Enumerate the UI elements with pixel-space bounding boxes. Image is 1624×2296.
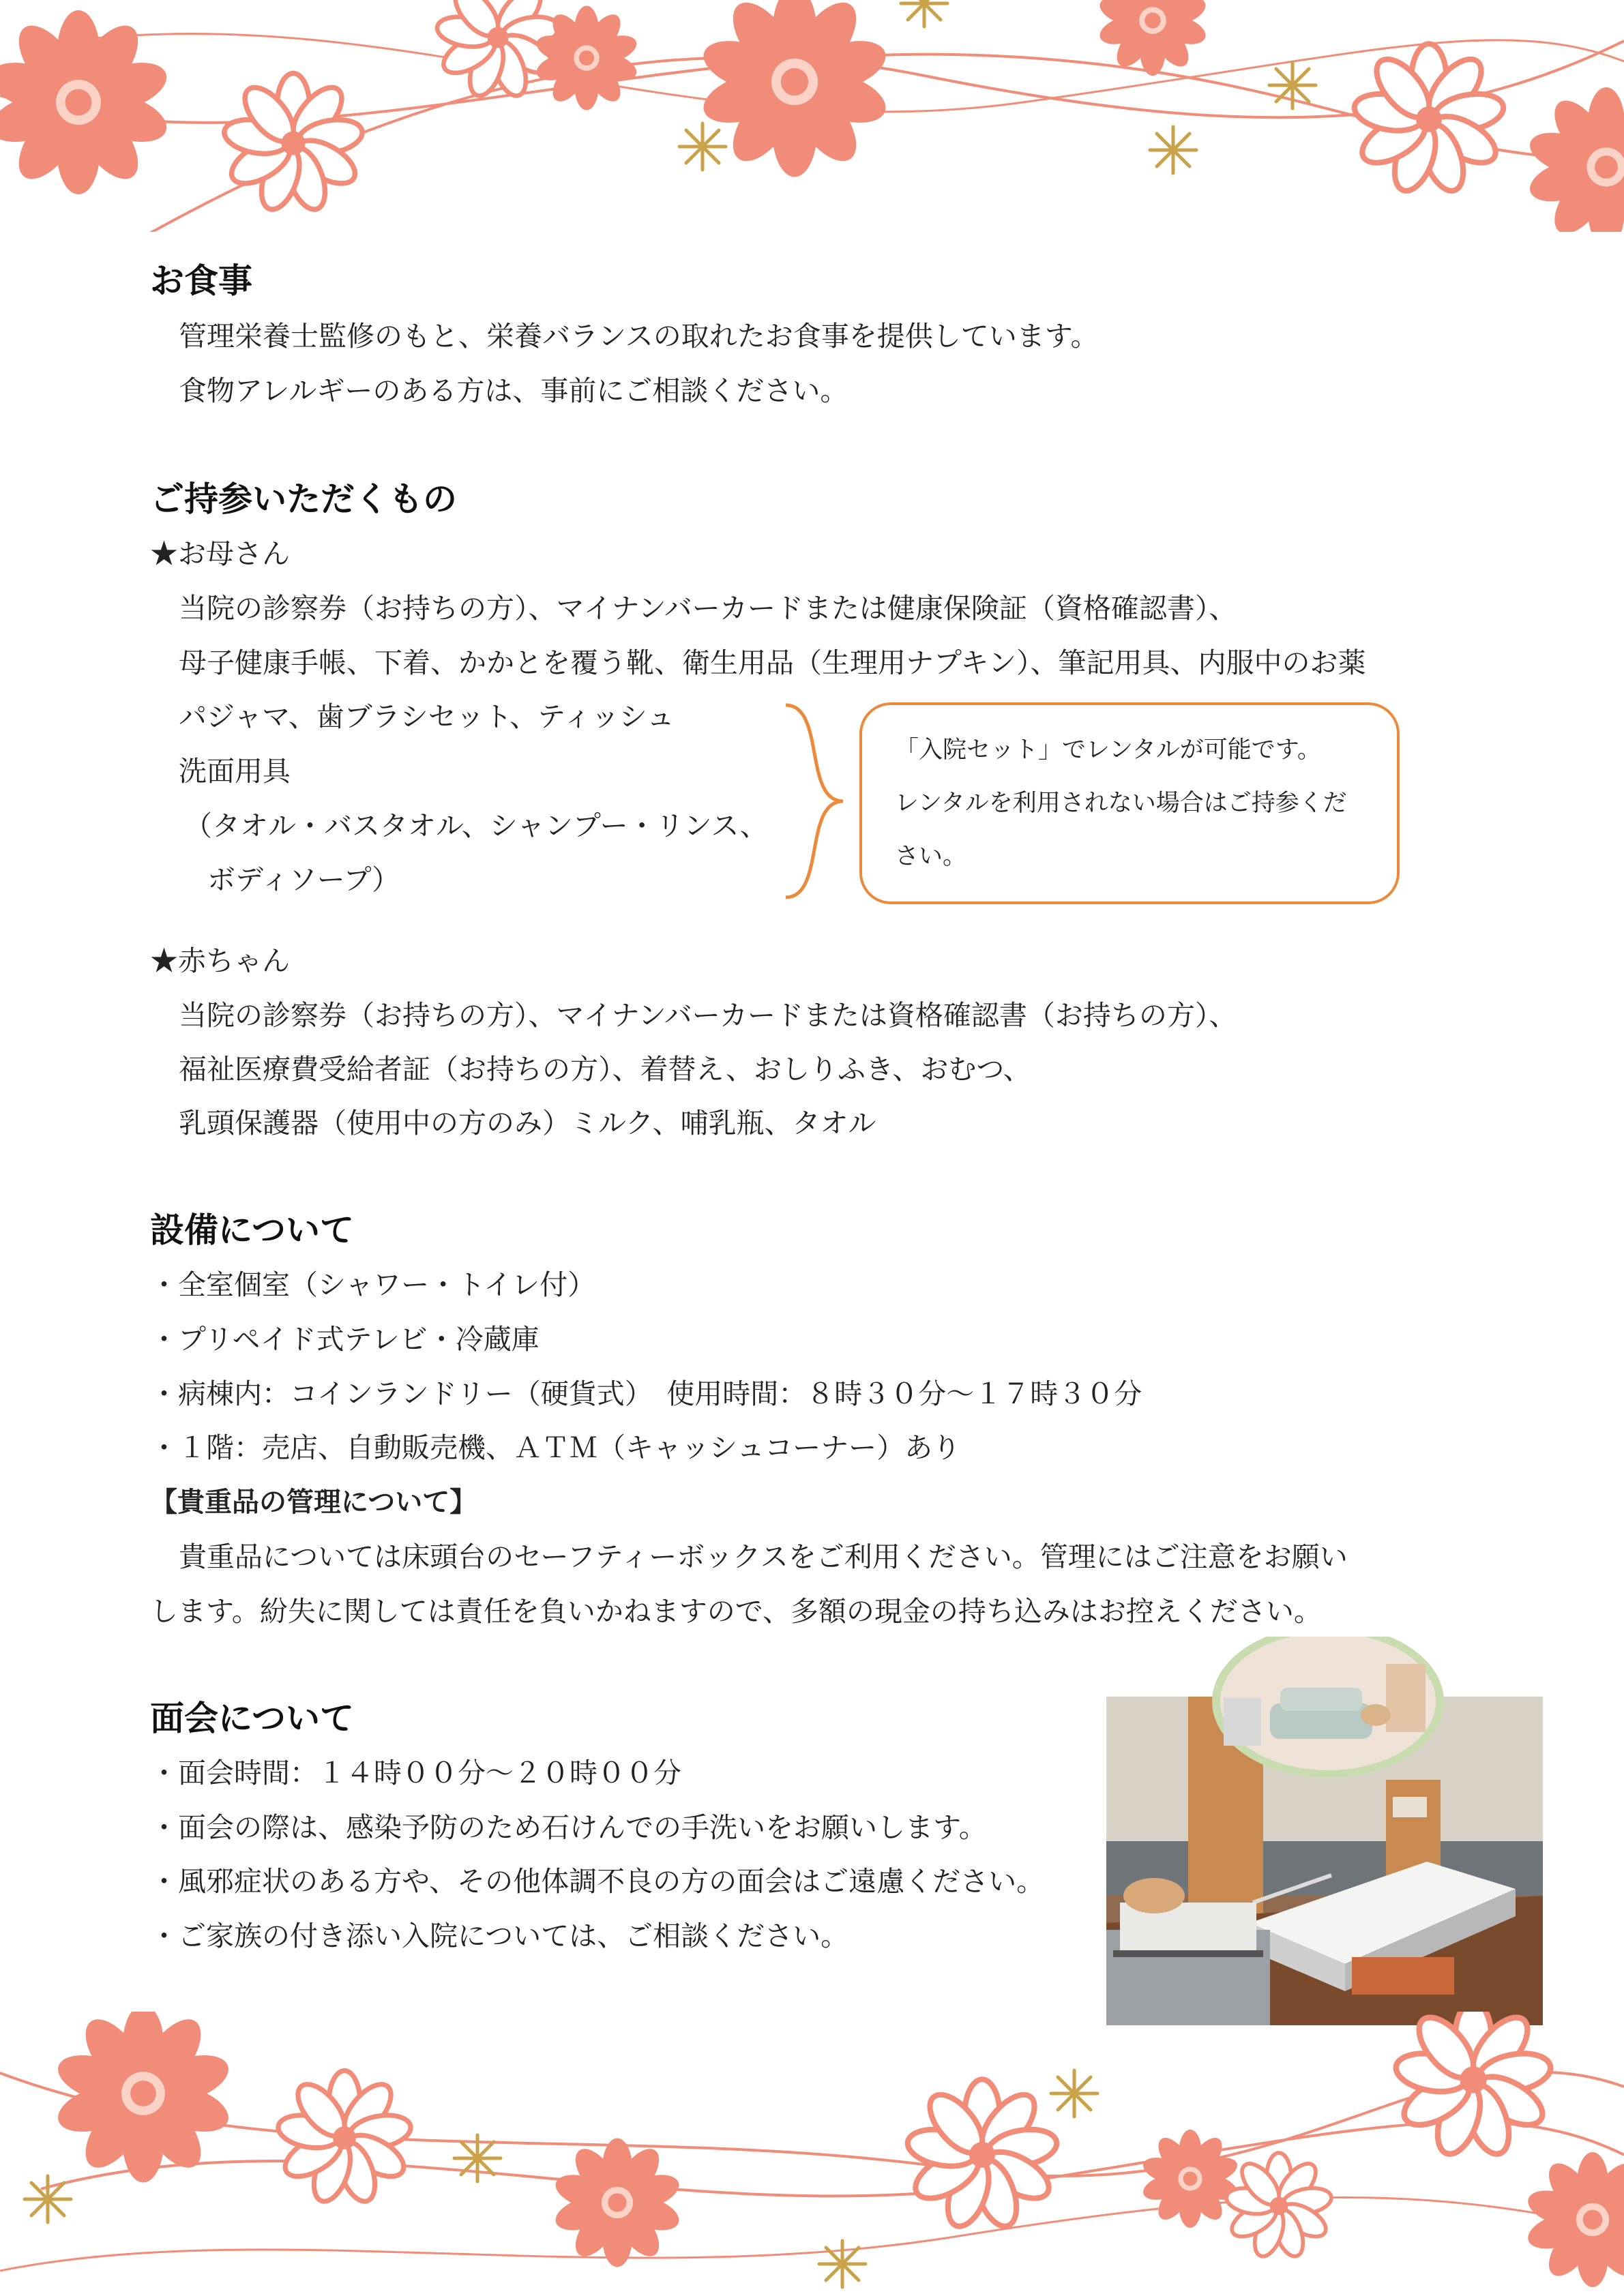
- valuables-line-1: 貴重品については床頭台のセーフティーボックスをご利用ください。管理にはご注意をお願い: [179, 1540, 1348, 1573]
- mother-line-6: ボディソープ）: [207, 863, 400, 896]
- visits-bullet-3: ・風邪症状のある方や、その他体調不良の方の面会はご遠慮ください。: [150, 1865, 1045, 1898]
- facilities-bullet-4: ・１階：売店、自動販売機、ＡＴＭ（キャッシュコーナー）あり: [150, 1431, 961, 1464]
- valuables-line-2: します。紛失に関しては責任を負いかねますので、多額の現金の持ち込みはお控えください。: [150, 1595, 1322, 1628]
- curly-brace: [778, 702, 853, 900]
- rental-note-line-2: レンタルを利用されない場合はご持参くだ: [895, 790, 1347, 817]
- mother-line-3: パジャマ、歯ブラシセット、ティッシュ: [179, 700, 675, 733]
- baby-line-2: 福祉医療費受給者証（お持ちの方）、着替え、おしりふき、おむつ、: [179, 1053, 1031, 1086]
- facilities-bullet-3: ・病棟内：コインランドリー（硬貨式） 使用時間：８時３０分～１７時３０分: [150, 1377, 1142, 1410]
- mother-line-2: 母子健康手帳、下着、かかとを覆う靴、衛生用品（生理用ナプキン）、筆記用具、内服中のお薬: [179, 646, 1366, 679]
- mother-line-1: 当院の診察券（お持ちの方）、マイナンバーカードまたは健康保険証（資格確認書）、: [179, 592, 1237, 625]
- hospital-room-photo: [1106, 1637, 1543, 2025]
- meals-heading: お食事: [150, 261, 252, 301]
- baby-line-3: 乳頭保護器（使用中の方のみ）ミルク、哺乳瓶、タオル: [179, 1107, 876, 1139]
- mother-line-4: 洗面用具: [179, 755, 291, 788]
- baby-line-1: 当院の診察券（お持ちの方）、マイナンバーカードまたは資格確認書（お持ちの方）、: [179, 999, 1237, 1032]
- rental-note-line-3: さい。: [895, 843, 967, 870]
- facilities-bullet-1: ・全室個室（シャワー・トイレ付）: [150, 1268, 596, 1301]
- floral-border-bottom: [0, 2012, 1624, 2296]
- meals-line-2: 食物アレルギーのある方は、事前にご相談ください。: [179, 374, 848, 407]
- facilities-bullet-2: ・プリペイド式テレビ・冷蔵庫: [150, 1323, 540, 1356]
- meals-line-1: 管理栄養士監修のもと、栄養バランスの取れたお食事を提供しています。: [179, 320, 1099, 353]
- facilities-heading: 設備について: [150, 1210, 354, 1250]
- rental-note-line-1: 「入院セット」でレンタルが可能です。: [895, 736, 1321, 764]
- valuables-heading: 【貴重品の管理について】: [150, 1487, 477, 1518]
- floral-border-top: [0, 0, 1624, 232]
- mother-label: ★お母さん: [150, 537, 290, 570]
- baby-label: ★赤ちゃん: [150, 944, 290, 977]
- visits-bullet-2: ・面会の際は、感染予防のため石けんでの手洗いをお願いします。: [150, 1811, 987, 1844]
- visits-bullet-1: ・面会時間：１４時００分～２０時００分: [150, 1757, 681, 1789]
- mother-line-5: （タオル・バスタオル、シャンプー・リンス、: [184, 809, 768, 842]
- rental-note-box: [859, 702, 1400, 904]
- items-heading: ご持参いただくもの: [150, 479, 457, 519]
- visits-heading: 面会について: [150, 1699, 354, 1738]
- visits-bullet-4: ・ご家族の付き添い入院については、ご相談ください。: [150, 1920, 849, 1952]
